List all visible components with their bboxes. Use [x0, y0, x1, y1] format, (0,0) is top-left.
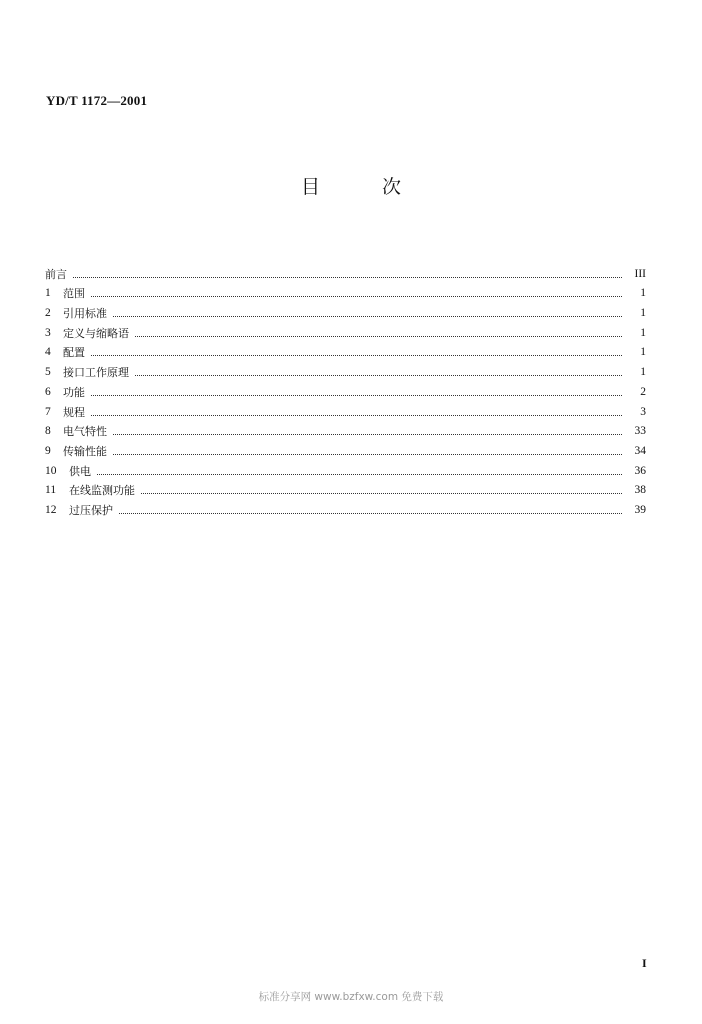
toc-entry-6[interactable]: [45, 379, 646, 399]
toc-entry-page: 36: [634, 464, 646, 477]
toc-entry-page: 38: [634, 484, 646, 497]
toc-entry-page: 39: [634, 503, 646, 516]
toc-entry-1[interactable]: [45, 281, 646, 301]
toc-entry-9[interactable]: [45, 438, 646, 458]
toc-entry-label: 范围: [63, 287, 85, 301]
toc-entry-label: 定义与缩略语: [63, 326, 129, 340]
document-code: YD/T 1172—2001: [46, 93, 148, 108]
toc-entry-number: 2: [45, 307, 51, 320]
toc-entry-number: 1: [45, 287, 51, 300]
toc-leader-dots: [113, 316, 622, 317]
toc-entry-label: 电气特性: [63, 425, 107, 439]
watermark-text: 标准分享网 www.bzfxw.com 免费下载: [258, 991, 444, 1003]
toc-entry-page: 2: [640, 385, 646, 398]
toc-entry-label: 传输性能: [63, 444, 107, 458]
toc-entry-label: 过压保护: [69, 503, 113, 517]
toc-leader-dots: [113, 434, 622, 435]
toc-leader-dots: [91, 296, 622, 297]
toc-leader-dots: [113, 454, 622, 455]
toc-entry-page: III: [634, 267, 646, 280]
toc-entry-number: 7: [45, 405, 51, 418]
toc-entry-number: 5: [45, 366, 51, 379]
toc-entry-4[interactable]: [45, 340, 646, 360]
toc-leader-dots: [91, 355, 622, 356]
toc-entry-page: 1: [640, 366, 646, 379]
toc-entry-5[interactable]: [45, 359, 646, 379]
toc-entry-page: 33: [634, 425, 646, 438]
toc-entry-page: 1: [640, 326, 646, 339]
toc-leader-dots: [91, 395, 622, 396]
toc-entry-8[interactable]: [45, 419, 646, 439]
toc-entry-12[interactable]: [45, 497, 646, 517]
toc-entry-label: 供电: [69, 464, 91, 478]
toc-title: [0, 172, 702, 199]
toc-entry-label: 接口工作原理: [63, 366, 129, 380]
toc-entry-number: 10: [45, 464, 57, 477]
toc-leader-dots: [135, 375, 622, 376]
toc-leader-dots: [135, 336, 622, 337]
toc-entry-3[interactable]: [45, 320, 646, 340]
toc-entry-10[interactable]: [45, 458, 646, 478]
toc-entry-number: 4: [45, 346, 51, 359]
toc-leader-dots: [119, 513, 622, 514]
toc-leader-dots: [141, 493, 622, 494]
toc-entry-number: 6: [45, 385, 51, 398]
toc-entry-label: 配置: [63, 346, 85, 360]
toc-title-char-1: 目: [300, 176, 320, 198]
toc-entry-page: 34: [634, 444, 646, 457]
toc-entry-page: 3: [640, 405, 646, 418]
toc-leader-dots: [91, 415, 622, 416]
toc-entry-label: 功能: [63, 385, 85, 399]
toc-entry-number: 3: [45, 326, 51, 339]
toc-entry-page: 1: [640, 287, 646, 300]
toc-entry-label: 在线监测功能: [69, 484, 135, 498]
toc-entry-page: 1: [640, 307, 646, 320]
toc-title-char-2: 次: [382, 176, 402, 198]
toc-leader-dots: [73, 277, 622, 278]
toc-entry-label: 引用标准: [63, 307, 107, 321]
toc-entry-label: 规程: [63, 405, 85, 419]
toc-entry-7[interactable]: [45, 399, 646, 419]
toc-entry-number: 8: [45, 425, 51, 438]
toc-entry-11[interactable]: [45, 478, 646, 498]
toc-entry-number: 9: [45, 444, 51, 457]
page-number: I: [642, 956, 647, 970]
toc-entry-page: 1: [640, 346, 646, 359]
toc-entry-label: 前言: [45, 267, 67, 281]
toc-leader-dots: [97, 474, 622, 475]
toc-entry-number: 11: [45, 484, 57, 497]
table-of-contents: [45, 261, 646, 517]
toc-entry-2[interactable]: [45, 300, 646, 320]
toc-entry-foreword[interactable]: [45, 261, 646, 281]
toc-entry-number: 12: [45, 503, 57, 516]
